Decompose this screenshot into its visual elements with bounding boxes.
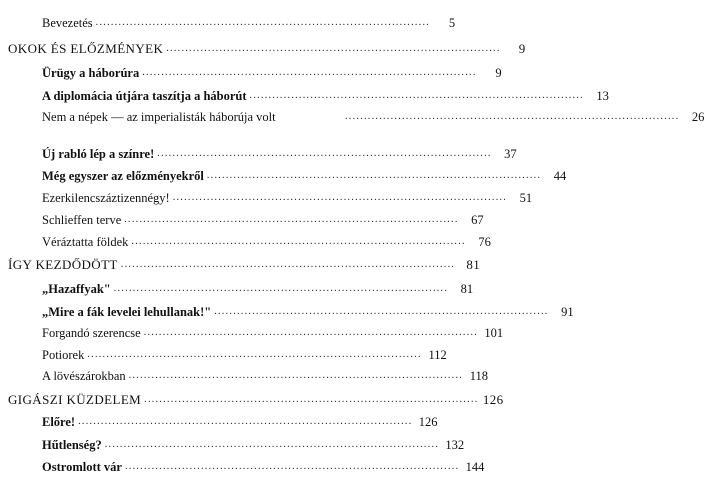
leader-dots: ........................................................................................ [104, 439, 440, 450]
toc-entry-title: Bevezetés [42, 16, 93, 30]
toc-entry [42, 213, 484, 227]
toc-entry-title: Hűtlenség? [42, 438, 102, 452]
toc-entry-title: „Mire a fák levelei lehullanak!" [42, 305, 212, 319]
toc-entry-title: Véráztatta földek [42, 235, 129, 249]
toc-entry-title: Új rabló lép a színre! [42, 147, 155, 161]
toc-entry-page: 81 [466, 257, 481, 272]
toc-entry-page: 144 [465, 460, 485, 474]
toc-entry-page: 9 [518, 41, 526, 56]
toc-entry-page: 112 [428, 348, 447, 362]
toc-entry [42, 147, 517, 161]
toc-entry-page: 67 [471, 213, 484, 227]
leader-dots: ........................................................................................ [95, 17, 431, 28]
leader-dots: ........................................................................................ [113, 283, 449, 294]
toc-entry-page: 126 [482, 392, 504, 407]
toc-entry-title: GIGÁSZI KÜZDELEM [8, 392, 142, 407]
toc-entry [42, 305, 574, 319]
leader-dots: ........................................................................................ [206, 170, 542, 181]
toc-entry [42, 282, 474, 296]
toc-entry-title: Még egyszer az előzményekről [42, 169, 204, 183]
toc-entry-title: Forgandó szerencse [42, 326, 141, 340]
toc-entry-title: Ezerkilencszáztizennégy! [42, 191, 170, 205]
leader-dots: ........................................................................................ [124, 461, 460, 472]
toc-entry-page: 44 [553, 169, 567, 183]
toc-entry-page: 51 [519, 191, 533, 205]
toc-entry-title: A diplomácia útjára taszítja a háborút [42, 89, 247, 103]
toc-entry-page: 37 [504, 147, 517, 161]
toc-entry [42, 89, 609, 103]
toc-entry-page: 132 [445, 438, 465, 452]
toc-entry [42, 110, 704, 124]
toc-entry [42, 16, 456, 30]
leader-dots: ........................................................................................ [78, 416, 413, 427]
leader-dots: ........................................................................................ [87, 349, 422, 360]
toc-section-heading [8, 41, 526, 56]
toc-entry-title: ÍGY KEZDŐDÖTT [8, 257, 118, 272]
toc-entry [42, 348, 447, 362]
toc-section-heading [8, 257, 481, 272]
toc-entry-page: 9 [495, 66, 502, 80]
leader-dots: ........................................................................................ [214, 306, 549, 317]
toc-entry-page: 26 [691, 110, 704, 124]
toc-entry-page: 76 [478, 235, 491, 249]
toc-entry-page: 81 [460, 282, 474, 296]
toc-entry-page: 91 [561, 305, 574, 319]
leader-dots: ........................................................................................ [157, 148, 492, 159]
toc-section-heading [8, 392, 504, 407]
leader-dots: ........................................................................................ [128, 370, 464, 381]
toc-entry [42, 191, 533, 205]
toc-entry [42, 326, 504, 340]
leader-dots: ........................................................................................ [166, 43, 501, 54]
toc-entry-title: „Hazaffyak" [42, 282, 111, 296]
toc-entry [42, 169, 567, 183]
toc-entry [42, 66, 502, 80]
toc-entry-title: Ürügy a háborúra [42, 66, 140, 80]
leader-dots: ........................................................................................ [249, 90, 584, 101]
leader-dots: ........................................................................................ [143, 327, 479, 338]
leader-dots: ........................................................................................ [144, 394, 479, 405]
toc-entry-title: Nem a népek — az imperialisták háborúja volt [42, 110, 276, 124]
leader-dots: ........................................................................................ [131, 236, 466, 247]
leader-dots: ........................................................................................ [124, 214, 459, 225]
toc-entry-title: OKOK ÉS ELŐZMÉNYEK [8, 41, 164, 56]
leader-dots: ........................................................................................ [142, 67, 477, 78]
toc-entry-title: Schlieffen terve [42, 213, 122, 227]
toc-entry-page: 13 [596, 89, 609, 103]
toc-entry-title: Ostromlott vár [42, 460, 122, 474]
leader-dots: ........................................................................................ [172, 192, 508, 203]
toc-entry [42, 460, 485, 474]
toc-entry-page: 5 [448, 16, 456, 30]
toc-entry-title: Potiorek [42, 348, 85, 362]
toc-entry-page: 101 [484, 326, 504, 340]
leader-dots: ........................................................................................ [120, 259, 456, 270]
toc-entry-title: A lövészárokban [42, 369, 126, 383]
leader-dots: ........................................................................................ [345, 111, 680, 122]
toc-entry-page: 126 [418, 415, 438, 429]
toc-entry [42, 415, 438, 429]
toc-entry [42, 235, 491, 249]
toc-entry-title: Előre! [42, 415, 76, 429]
toc-entry [42, 369, 489, 383]
toc-entry-page: 118 [469, 369, 489, 383]
toc-entry [42, 438, 465, 452]
